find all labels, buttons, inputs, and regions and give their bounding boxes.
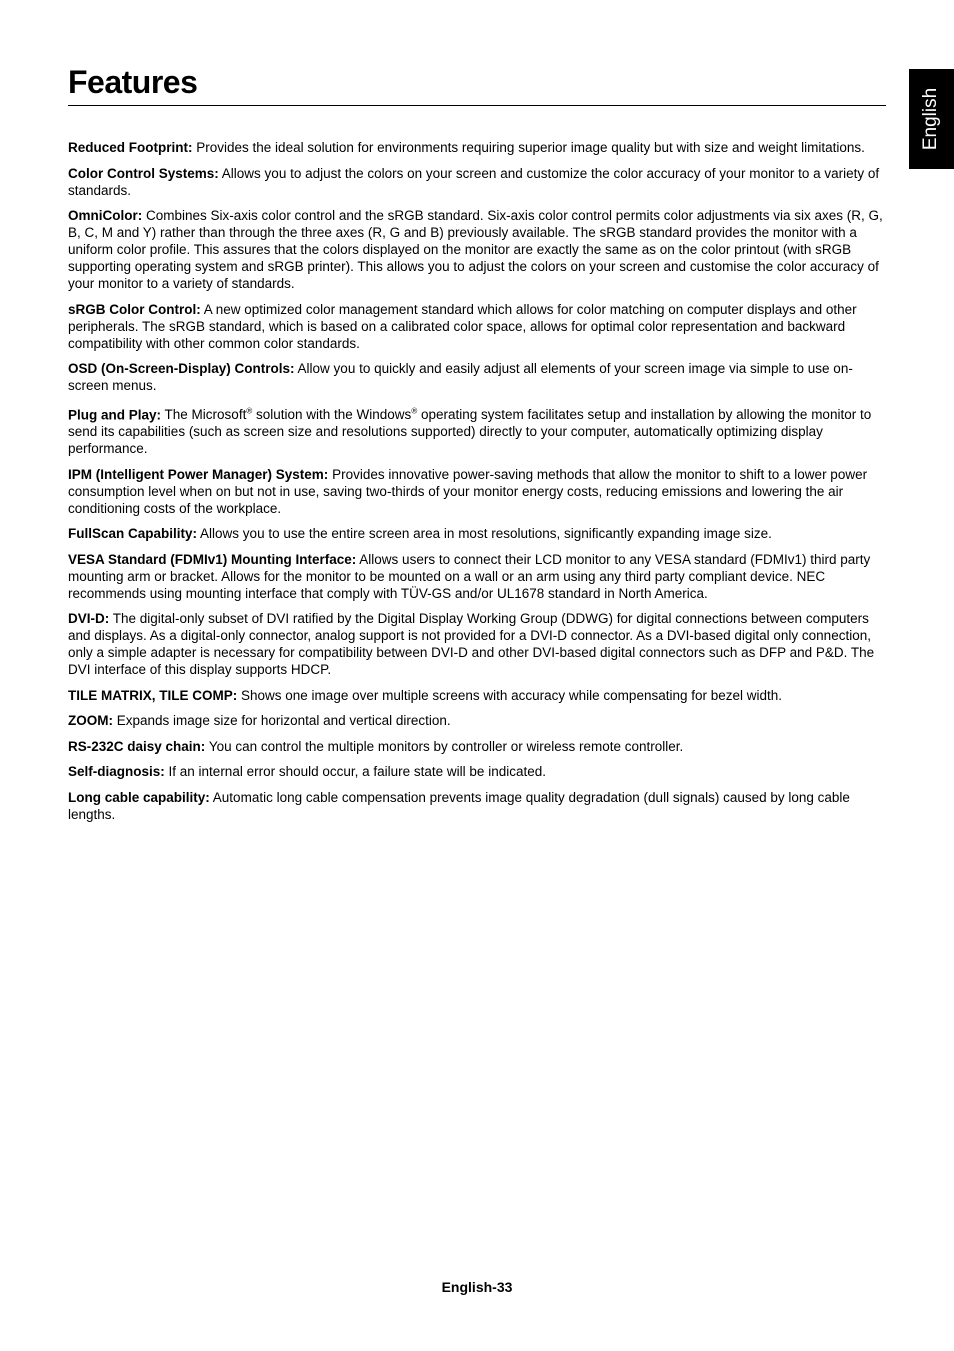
feature-description-part: solution with the Windows bbox=[252, 407, 412, 422]
feature-description: Provides the ideal solution for environments requiring superior image quality but with size and weight limitations. bbox=[196, 140, 865, 155]
feature-description: The digital-only subset of DVI ratified by the Digital Display Working Group (DDWG) for digital connections between computers and displays. As a digital-only connector, analog support is not provided for a DVI-D connector. As a DVI-based digital only connection, only a simple adapter is necessary for compatibility between DVI-D and other DVI-based digital connectors such as DFP and P&D. The DVI interface of this display supports HDCP. bbox=[68, 611, 875, 677]
feature-description: Automatic long cable compensation prevents image quality degradation (dull signals) caused by long cable lengths. bbox=[68, 789, 850, 822]
feature-item-srgb-color-control bbox=[68, 301, 886, 352]
title-divider bbox=[68, 105, 886, 106]
feature-description: Allows you to use the entire screen area in most resolutions, significantly expanding image size. bbox=[200, 526, 772, 541]
feature-description: If an internal error should occur, a failure state will be indicated. bbox=[168, 764, 546, 779]
registered-mark: ® bbox=[411, 406, 418, 416]
feature-description: Allows users to connect their LCD monitor to any VESA standard (FDMIv1) third party mounting arm or bracket. Allows for the monitor to be mounted on a wall or an arm using any third party compliant device. NEC recommends using mounting interface that comply with TÜV-GS and/or UL1678 standard in North America. bbox=[68, 551, 871, 601]
feature-term: IPM (Intelligent Power Manager) System: bbox=[68, 466, 329, 482]
feature-item-self-diagnosis bbox=[68, 763, 886, 780]
feature-term: RS-232C daisy chain: bbox=[68, 738, 206, 754]
feature-term: FullScan Capability: bbox=[68, 526, 198, 541]
feature-description: Allow you to quickly and easily adjust all elements of your screen image via simple to use on-screen menus. bbox=[68, 361, 853, 393]
language-tab-label: English bbox=[920, 87, 942, 151]
feature-item-long-cable-capability bbox=[68, 789, 886, 823]
language-tab bbox=[909, 69, 954, 169]
feature-description: Allows you to adjust the colors on your screen and customize the color accuracy of your monitor to a variety of standards. bbox=[68, 165, 880, 198]
feature-term: VESA Standard (FDMIv1) Mounting Interface: bbox=[68, 551, 357, 567]
page-title: Features bbox=[68, 64, 198, 100]
feature-item-reduced-footprint bbox=[68, 139, 886, 156]
feature-item-plug-and-play bbox=[68, 403, 886, 458]
feature-description: Shows one image over multiple screens with accuracy while compensating for bezel width. bbox=[241, 687, 783, 703]
feature-item-ipm-system bbox=[68, 466, 886, 517]
feature-item-fullscan-capability bbox=[68, 525, 886, 542]
feature-term: DVI-D: bbox=[68, 611, 110, 626]
feature-description: You can control the multiple monitors by controller or wireless remote controller. bbox=[208, 738, 684, 754]
feature-item-dvi-d bbox=[68, 610, 886, 678]
feature-description-part: operating system facilitates setup and installation by allowing the monitor to send its capabilities (such as screen size and resolutions supported) directly to your computer, automatically optimizing display performance. bbox=[68, 407, 872, 456]
feature-list bbox=[68, 139, 886, 831]
feature-term: Self-diagnosis: bbox=[68, 764, 165, 779]
feature-item-osd-controls bbox=[68, 360, 886, 394]
feature-term: sRGB Color Control: bbox=[68, 301, 201, 317]
page-number: English-33 bbox=[441, 1279, 513, 1295]
feature-description: Expands image size for horizontal and vertical direction. bbox=[116, 713, 451, 728]
feature-description: Provides innovative power-saving methods that allow the monitor to shift to a lower power consumption level when on but not in use, saving two-thirds of your monitor energy costs, reducing emissions and lowering the air conditioning costs of the workplace. bbox=[68, 466, 868, 516]
feature-item-tile-matrix bbox=[68, 687, 886, 704]
feature-term: Long cable capability: bbox=[68, 789, 210, 805]
feature-item-rs232c-daisy-chain bbox=[68, 738, 886, 755]
feature-term: Plug and Play: bbox=[68, 407, 162, 422]
feature-term: OSD (On-Screen-Display) Controls: bbox=[68, 361, 295, 376]
feature-description-part: The Microsoft bbox=[164, 407, 247, 422]
feature-term: TILE MATRIX, TILE COMP: bbox=[68, 687, 238, 703]
feature-item-omnicolor bbox=[68, 207, 886, 292]
feature-term: Color Control Systems: bbox=[68, 165, 219, 181]
feature-description bbox=[68, 407, 871, 456]
feature-term: ZOOM: bbox=[68, 713, 113, 728]
feature-description: Combines Six-axis color control and the sRGB standard. Six-axis color control permits color adjustments via six axes (R, G, B, C, M and Y) rather than through the three axes (R, G and B) previously available. The sRGB standard provides the monitor with a uniform color profile. This assures that the colors displayed on the monitor are exactly the same as on the color printout (with sRGB supporting operating system and sRGB printer). This allows you to adjust the colors on your screen and customise the color accuracy of your monitor to a variety of standards. bbox=[68, 208, 883, 291]
registered-mark: ® bbox=[246, 406, 253, 416]
feature-item-vesa-mounting-interface bbox=[68, 551, 886, 602]
feature-description: A new optimized color management standard which allows for color matching on computer displays and other peripherals. The sRGB standard, which is based on a calibrated color space, allows for optimal color representation and backward compatibility with other common color standards. bbox=[68, 301, 857, 351]
feature-term: Reduced Footprint: bbox=[68, 140, 193, 155]
feature-item-color-control-systems bbox=[68, 165, 886, 199]
feature-term: OmniColor: bbox=[68, 208, 143, 223]
feature-item-zoom bbox=[68, 712, 886, 729]
